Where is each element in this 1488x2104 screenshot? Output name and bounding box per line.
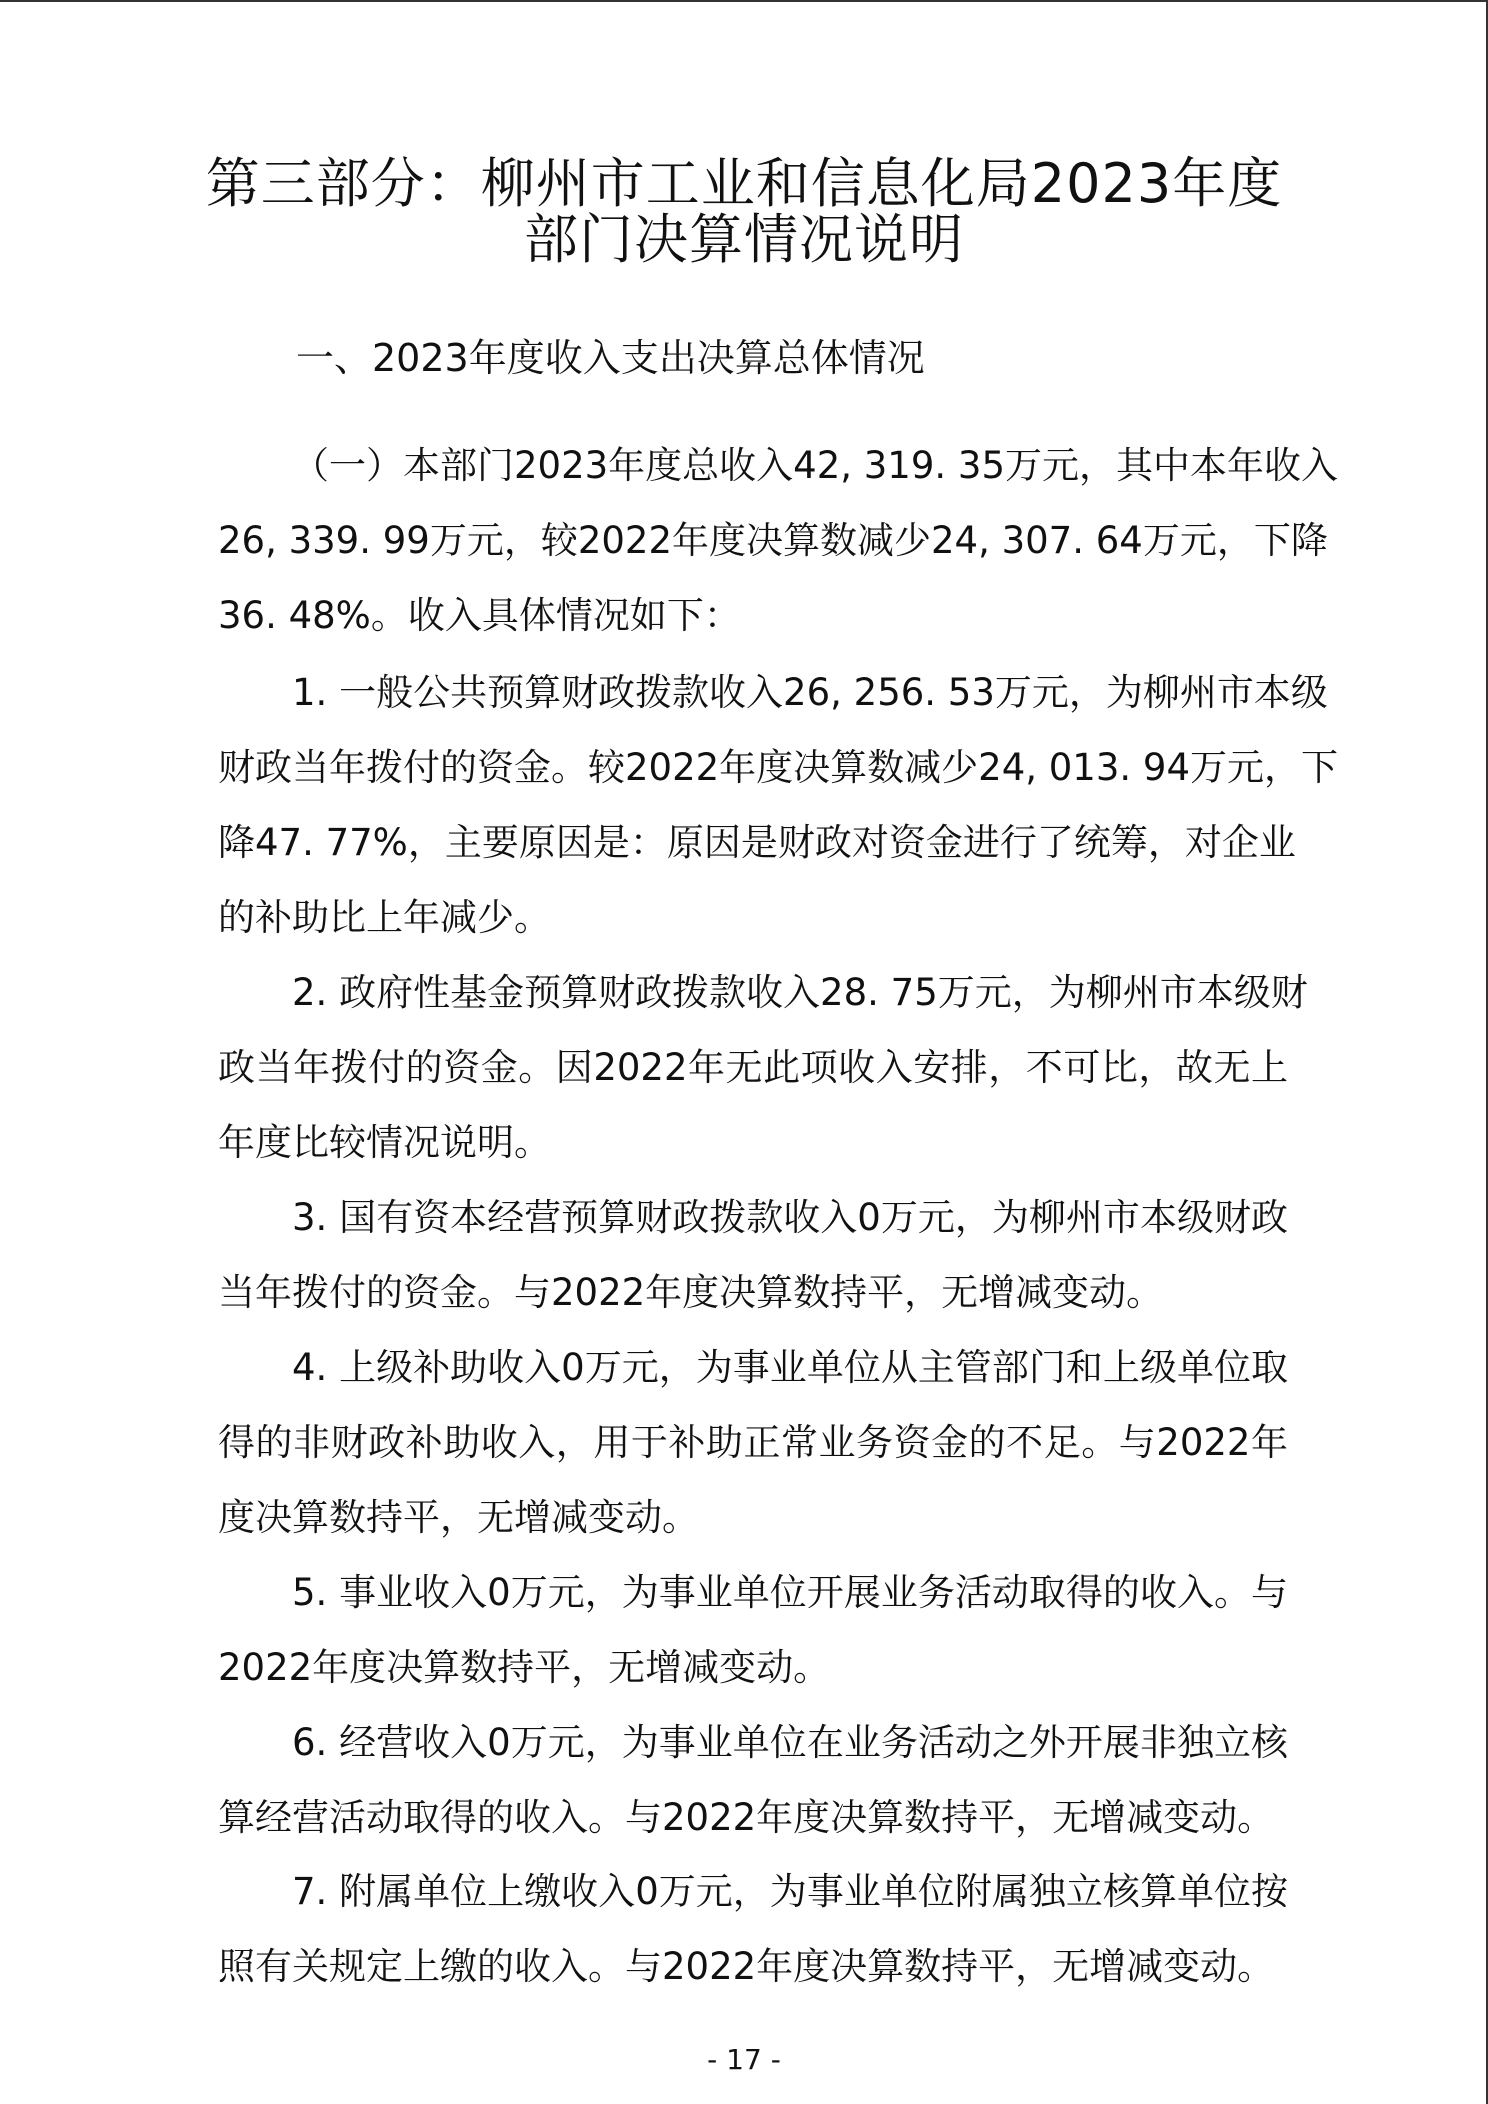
section-heading: 一、2023年度收入支出决算总体情况 [296, 336, 925, 380]
body-line: 36. 48%。收入具体情况如下： [218, 594, 741, 637]
body-line: 降47. 77%，主要原因是：原因是财政对资金进行了统筹，对企业 [218, 821, 1296, 864]
body-line: 2. 政府性基金预算财政拨款收入28. 75万元，为柳州市本级财 [292, 971, 1308, 1014]
body-line: 财政当年拨付的资金。较2022年度决算数减少24, 013. 94万元，下 [218, 746, 1338, 789]
body-line: 4. 上级补助收入0万元，为事业单位从主管部门和上级单位取 [292, 1346, 1288, 1389]
page-number: - 17 - [707, 2043, 781, 2076]
body-line: 年度比较情况说明。 [218, 1121, 551, 1164]
body-line: 算经营活动取得的收入。与2022年度决算数持平，无增减变动。 [218, 1796, 1275, 1839]
body-line: 政当年拨付的资金。因2022年无此项收入安排，不可比，故无上 [218, 1046, 1288, 1089]
body-line: （一）本部门2023年度总收入42, 319. 35万元，其中本年收入 [292, 444, 1338, 487]
body-line: 1. 一般公共预算财政拨款收入26, 256. 53万元，为柳州市本级 [292, 671, 1328, 714]
body-line: 当年拨付的资金。与2022年度决算数持平，无增减变动。 [218, 1271, 1164, 1314]
body-line: 26, 339. 99万元，较2022年度决算数减少24, 307. 64万元，下降 [218, 519, 1328, 562]
page-title-line-1: 第三部分：柳州市工业和信息化局2023年度 [205, 152, 1283, 215]
page-title-line-2: 部门决算情况说明 [524, 208, 964, 271]
body-line: 的补助比上年减少。 [218, 896, 551, 939]
body-line: 6. 经营收入0万元，为事业单位在业务活动之外开展非独立核 [292, 1721, 1288, 1764]
body-line: 得的非财政补助收入，用于补助正常业务资金的不足。与2022年 [218, 1421, 1288, 1464]
body-line: 照有关规定上缴的收入。与2022年度决算数持平，无增减变动。 [218, 1945, 1275, 1988]
body-line: 7. 附属单位上缴收入0万元，为事业单位附属独立核算单位按 [292, 1870, 1288, 1913]
body-line: 度决算数持平，无增减变动。 [218, 1496, 699, 1539]
body-line: 2022年度决算数持平，无增减变动。 [218, 1646, 831, 1689]
body-line: 5. 事业收入0万元，为事业单位开展业务活动取得的收入。与 [292, 1571, 1288, 1614]
body-line: 3. 国有资本经营预算财政拨款收入0万元，为柳州市本级财政 [292, 1196, 1288, 1239]
